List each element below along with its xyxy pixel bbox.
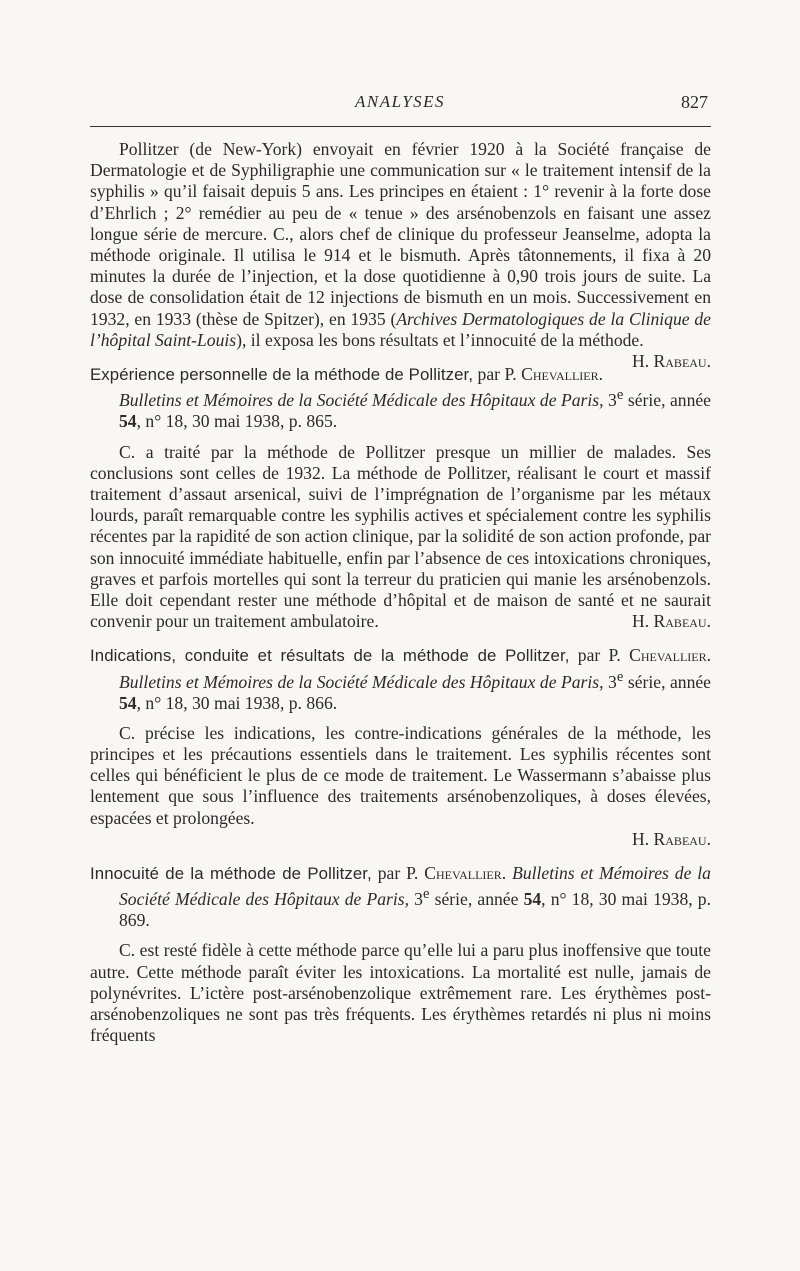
entry-series-a: 3 — [603, 390, 617, 411]
entry-body-text: C. a traité par la méthode de Pollitzer presque un millier de malades. Ses conclusions sont celles de 1932. La méthode de Pollitzer, réalisant le court et massif traitement d’assaut arsenical, suivi de l’imprégnation de l’organisme par les métaux lourds, paraît remarquable contre les syphilis actives et spécialement contre les syphilis récentes par la rapidité de son action clinique, par la solidité de son action profonde, par son innocuité immédiate habituelle, enfin par l’absence de ces intoxications chroniques, graves et parfois mortelles qui sont la terreur du praticien qui manie les arsénobenzols. Elle doit cependant rester une méthode d’hôpital et de maison de santé et ne saurait convenir pour un traitement ambulatoire. — [90, 441, 711, 632]
entry-author: Chevallier. — [424, 863, 507, 884]
entry-signature: H. Rabeau. — [632, 828, 711, 849]
entry-series-sup: e — [616, 387, 624, 404]
entry-body: C. précise les indications, les contre-indications générales de la méthode, les principes et les précautions essentiels dans le traitement. Les syphilis récentes sont celles qui bénéficient le plus de ce mode de traitement. Le Wassermann s’abaisse plus lentement que sous l’influence des traitements arsénobenzoliques, à doses élevées, espacées et prolongées. — [90, 722, 711, 828]
entry-volume: 54 — [119, 692, 137, 713]
entry-signature: H. Rabeau. — [632, 611, 711, 632]
entry-reference — [90, 645, 711, 713]
entry-by: par P. — [569, 645, 630, 666]
entry-journal: Bulletins et Mémoires de la Société Médicale des Hôpitaux de Paris, — [119, 863, 711, 910]
entry-journal: Bulletins et Mémoires de la Société Médicale des Hôpitaux de Paris, — [119, 671, 604, 692]
page-body — [90, 139, 711, 1047]
entry-author: Chevallier. — [629, 645, 711, 666]
entry-body — [90, 442, 711, 633]
entry-journal: Bulletins et Mémoires de la Société Médicale des Hôpitaux de Paris, — [119, 390, 604, 411]
page-number: 827 — [681, 92, 708, 112]
entry-issue: , n° 18, 30 mai 1938, p. 869. — [119, 889, 711, 931]
entry-volume: 54 — [523, 889, 542, 910]
abstract-entry — [90, 863, 711, 1046]
entry-reference — [90, 364, 711, 432]
entry-issue: , n° 18, 30 mai 1938, p. 866. — [136, 692, 338, 713]
entry-body: C. est resté fidèle à cette méthode parce qu’elle lui a paru plus inoffensive que toute autre. Cette méthode paraît éviter les intoxications. La mortalité est nulle, jamais de polynévrites. L’ictère post-arsénobenzolique extrêmement rare. Les érythèmes post-arsénobenzoliques ne sont pas très fréquents. Les érythèmes retardés ni plus ni moins fréquents — [90, 940, 711, 1046]
entry-series-sup: e — [422, 886, 430, 903]
abstract-entry — [90, 645, 711, 850]
entry-series-a: 3 — [409, 889, 423, 910]
entry-series-a: 3 — [603, 671, 617, 692]
entry-issue: , n° 18, 30 mai 1938, p. 865. — [136, 411, 338, 432]
entry-author: Chevallier. — [521, 364, 604, 385]
entry-series-sup: e — [616, 668, 624, 685]
intro-paragraph — [90, 139, 711, 372]
intro-text-1: Pollitzer (de New-York) envoyait en février 1920 à la Société française de Dermatologie et de Syphiligraphie une communication sur « le traitement intensif de la syphilis » qu’il faisait depuis 5 ans. Les principes en étaient : 1° revenir à la forte dose d’Ehrlich ; 2° remédier au peu de « tenue » des arsénobenzols en faisant une assez longue série de mercure. C., alors chef de clinique du professeur Jeanselme, adopta la méthode originale. Il utilisa le 914 et le bismuth. Après tâtonnements, il fixa à 20 minutes la durée de l’injection, et la dose quotidienne à 0,90 trois jours de suite. La dose de consolidation était de 12 injections de bismuth en un mois. Successivement en 1932, en 1933 (thèse de Spitzer), en 1935 ( — [90, 139, 711, 329]
page-header — [90, 92, 710, 120]
entry-by: par P. — [371, 863, 425, 884]
entry-by: par P. — [477, 364, 522, 385]
intro-text-2: ), il exposa les bons résultats et l’innocuité de la méthode. — [236, 329, 644, 350]
entry-series-b: série, année — [429, 889, 524, 910]
entry-series-b: série, année — [623, 390, 711, 411]
abstract-entry — [90, 364, 711, 632]
running-title: ANALYSES — [354, 92, 446, 111]
entry-title: Indications, conduite et résultats de la méthode de Pollitzer, — [90, 646, 570, 666]
entry-reference — [90, 863, 711, 931]
entry-title: Expérience personnelle de la méthode de Pollitzer, — [90, 365, 474, 385]
entry-volume: 54 — [119, 411, 137, 432]
intro-journal-title: Archives Dermatologiques de la Clinique de l’hôpital Saint-Louis — [90, 308, 711, 350]
header-rule — [90, 126, 711, 127]
intro-signature: H. Rabeau. — [632, 351, 711, 372]
entry-title: Innocuité de la méthode de Pollitzer, — [90, 864, 372, 884]
entry-series-b: série, année — [623, 671, 711, 692]
